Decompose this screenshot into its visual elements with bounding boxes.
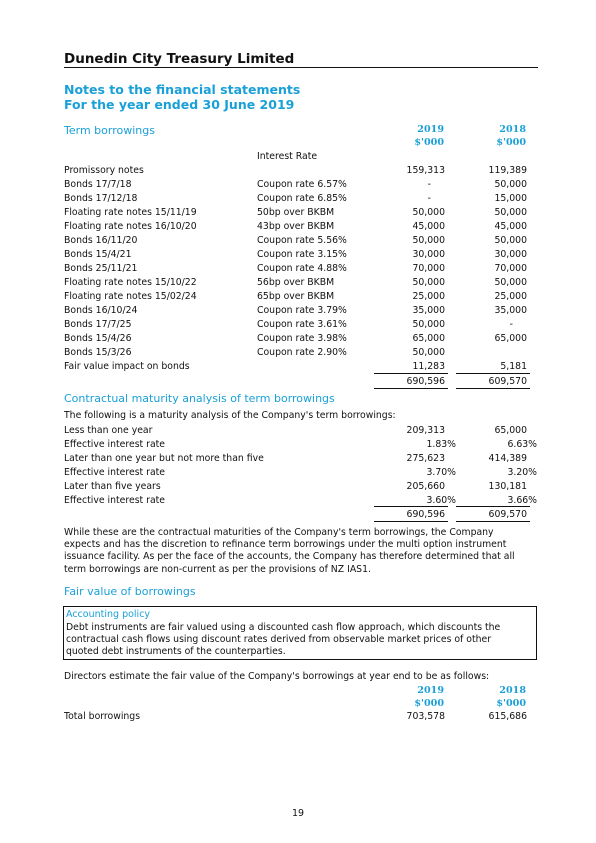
fair-value-intro: Directors estimate the fair value of the Company's borrowings at year end to be as follows:: [64, 671, 490, 682]
row-label: Bonds 15/3/26: [64, 347, 132, 358]
row-value-2019: 30,000: [412, 249, 445, 260]
subtotal-rule-2018: [456, 506, 530, 507]
policy-title: Accounting policy: [66, 609, 151, 620]
total-value-2019: 690,596: [406, 376, 445, 387]
page-number: 19: [291, 808, 305, 819]
row-value-2018: 615,686: [488, 711, 527, 722]
row-value-2019: 50,000: [412, 347, 445, 358]
row-label: Less than one year: [64, 425, 153, 436]
fv-col-2018-unit: $'000: [496, 698, 526, 709]
col-2019-unit: $'000: [414, 137, 444, 148]
row-label: Floating rate notes 15/02/24: [64, 291, 197, 302]
row-rate: Coupon rate 3.61%: [257, 319, 347, 330]
fv-col-2018-header: 2018: [499, 685, 526, 696]
col-2018-header: 2018: [499, 124, 526, 135]
period-title: For the year ended 30 June 2019: [64, 97, 295, 112]
interest-rate-header: Interest Rate: [257, 151, 318, 162]
row-value-2018: 65,000: [494, 333, 527, 344]
table-row: [64, 221, 538, 235]
row-value-2018: 5,181: [500, 361, 527, 372]
row-value-2019: 275,623: [406, 453, 445, 464]
row-value-2018: 119,389: [488, 165, 527, 176]
row-value-2019: 3.60%: [426, 495, 456, 506]
row-value-2019: 50,000: [412, 319, 445, 330]
row-value-2019: 70,000: [412, 263, 445, 274]
notes-title: Notes to the financial statements: [64, 82, 301, 97]
row-label: Effective interest rate: [64, 439, 166, 450]
row-label: Later than one year but not more than five: [64, 453, 264, 464]
table-row: [64, 481, 538, 495]
total-rule-2019: [374, 388, 448, 389]
row-rate: Coupon rate 4.88%: [257, 263, 347, 274]
total-value-2018: 609,570: [488, 509, 527, 520]
row-label: Fair value impact on bonds: [64, 361, 190, 372]
subtotal-rule-2019: [374, 373, 448, 374]
row-value-2019: 11,283: [412, 361, 445, 372]
row-rate: Coupon rate 5.56%: [257, 235, 347, 246]
row-value-2019: 159,313: [406, 165, 445, 176]
row-label: Total borrowings: [64, 711, 141, 722]
row-value-2018: 70,000: [494, 263, 527, 274]
row-label: Bonds 15/4/26: [64, 333, 132, 344]
table-row: [64, 235, 538, 249]
row-rate: Coupon rate 3.15%: [257, 249, 347, 260]
table-row: [64, 291, 538, 305]
policy-body: [66, 622, 532, 659]
row-value-2018: -: [509, 319, 513, 330]
row-label: Effective interest rate: [64, 495, 166, 506]
table-row: [64, 305, 538, 319]
table-row: [64, 439, 538, 453]
table-row: [64, 425, 538, 439]
row-value-2018: 25,000: [494, 291, 527, 302]
total-value-2019: 690,596: [406, 509, 445, 520]
row-value-2019: 65,000: [412, 333, 445, 344]
table-row: [64, 165, 538, 179]
maturity-heading: Contractual maturity analysis of term borrowings: [64, 392, 335, 405]
row-label: Bonds 16/11/20: [64, 235, 138, 246]
table-row: [64, 711, 538, 725]
maturity-note-line: While these are the contractual maturities of the Company's term borrowings, the Company: [64, 527, 494, 538]
row-label: Later than five years: [64, 481, 161, 492]
table-row: [64, 207, 538, 221]
fv-col-2019-header: 2019: [417, 685, 444, 696]
col-2019-header: 2019: [417, 124, 444, 135]
row-label: Promissory notes: [64, 165, 144, 176]
row-value-2018: 50,000: [494, 207, 527, 218]
row-value-2019: 1.83%: [426, 439, 456, 450]
table-row: [64, 319, 538, 333]
accounting-policy-box: [63, 606, 537, 660]
row-rate: Coupon rate 3.79%: [257, 305, 347, 316]
policy-line: contractual cash flows using discount rates derived from observable market prices of other: [66, 634, 492, 646]
company-name: Dunedin City Treasury Limited: [64, 51, 295, 67]
row-value-2018: 414,389: [488, 453, 527, 464]
row-label: Bonds 17/12/18: [64, 193, 138, 204]
row-value-2018: 3.66%: [507, 495, 537, 506]
row-rate: Coupon rate 6.57%: [257, 179, 347, 190]
maturity-intro: The following is a maturity analysis of the Company's term borrowings:: [64, 410, 396, 421]
row-label: Bonds 15/4/21: [64, 249, 132, 260]
table-row: [64, 249, 538, 263]
row-label: Bonds 25/11/21: [64, 263, 138, 274]
row-label: Bonds 17/7/18: [64, 179, 132, 190]
table-row: [64, 333, 538, 347]
row-value-2018: 30,000: [494, 249, 527, 260]
total-rule-2019: [374, 521, 448, 522]
subtotal-rule-2019: [374, 506, 448, 507]
row-value-2018: 15,000: [494, 193, 527, 204]
row-value-2019: 50,000: [412, 207, 445, 218]
table-row: [64, 277, 538, 291]
table-row: [64, 467, 538, 481]
row-value-2019: 45,000: [412, 221, 445, 232]
row-value-2018: 50,000: [494, 235, 527, 246]
row-value-2019: 3.70%: [426, 467, 456, 478]
row-value-2019: 50,000: [412, 277, 445, 288]
row-value-2019: -: [427, 193, 431, 204]
row-label: Effective interest rate: [64, 467, 166, 478]
table-row: [64, 179, 538, 193]
row-label: Floating rate notes 15/11/19: [64, 207, 197, 218]
row-label: Bonds 16/10/24: [64, 305, 138, 316]
row-value-2018: 6.63%: [507, 439, 537, 450]
row-rate: 50bp over BKBM: [257, 207, 335, 218]
total-rule-2018: [456, 388, 530, 389]
row-value-2019: 209,313: [406, 425, 445, 436]
row-label: Floating rate notes 16/10/20: [64, 221, 197, 232]
term-borrowings-heading: Term borrowings: [64, 124, 155, 137]
row-label: Bonds 17/7/25: [64, 319, 132, 330]
table-row: [64, 453, 538, 467]
policy-line: quoted debt instruments of the counterparties.: [66, 646, 286, 658]
row-value-2018: 3.20%: [507, 467, 537, 478]
fv-col-2019-unit: $'000: [414, 698, 444, 709]
row-value-2019: 25,000: [412, 291, 445, 302]
total-rule-2018: [456, 521, 530, 522]
row-value-2018: 45,000: [494, 221, 527, 232]
maturity-note: [64, 527, 538, 576]
row-value-2018: 65,000: [494, 425, 527, 436]
subtotal-rule-2018: [456, 373, 530, 374]
col-2018-unit: $'000: [496, 137, 526, 148]
row-value-2019: 703,578: [406, 711, 445, 722]
row-label: Floating rate notes 15/10/22: [64, 277, 197, 288]
maturity-note-line: term borrowings are non-current as per the provisions of NZ IAS1.: [64, 563, 371, 575]
total-value-2018: 609,570: [488, 376, 527, 387]
row-rate: 56bp over BKBM: [257, 277, 335, 288]
table-row: [64, 193, 538, 207]
row-value-2019: 35,000: [412, 305, 445, 316]
row-rate: Coupon rate 3.98%: [257, 333, 347, 344]
maturity-note-line: issuance facility. As per the face of the accounts, the Company has therefore determined that all: [64, 551, 515, 563]
row-rate: Coupon rate 2.90%: [257, 347, 347, 358]
header-rule: [64, 67, 538, 68]
row-value-2018: 50,000: [494, 179, 527, 190]
row-rate: 43bp over BKBM: [257, 221, 335, 232]
row-value-2019: 50,000: [412, 235, 445, 246]
row-value-2018: 50,000: [494, 277, 527, 288]
row-rate: Coupon rate 6.85%: [257, 193, 347, 204]
row-value-2018: 130,181: [488, 481, 527, 492]
row-rate: 65bp over BKBM: [257, 291, 335, 302]
row-value-2018: 35,000: [494, 305, 527, 316]
table-row: [64, 263, 538, 277]
fair-value-heading: Fair value of borrowings: [64, 585, 196, 598]
policy-line: Debt instruments are fair valued using a discounted cash flow approach, which discounts the: [66, 622, 501, 633]
table-row: [64, 347, 538, 361]
row-value-2019: 205,660: [406, 481, 445, 492]
maturity-note-line: expects and has the discretion to refinance term borrowings under the multi option instrument: [64, 539, 507, 551]
row-value-2019: -: [427, 179, 431, 190]
